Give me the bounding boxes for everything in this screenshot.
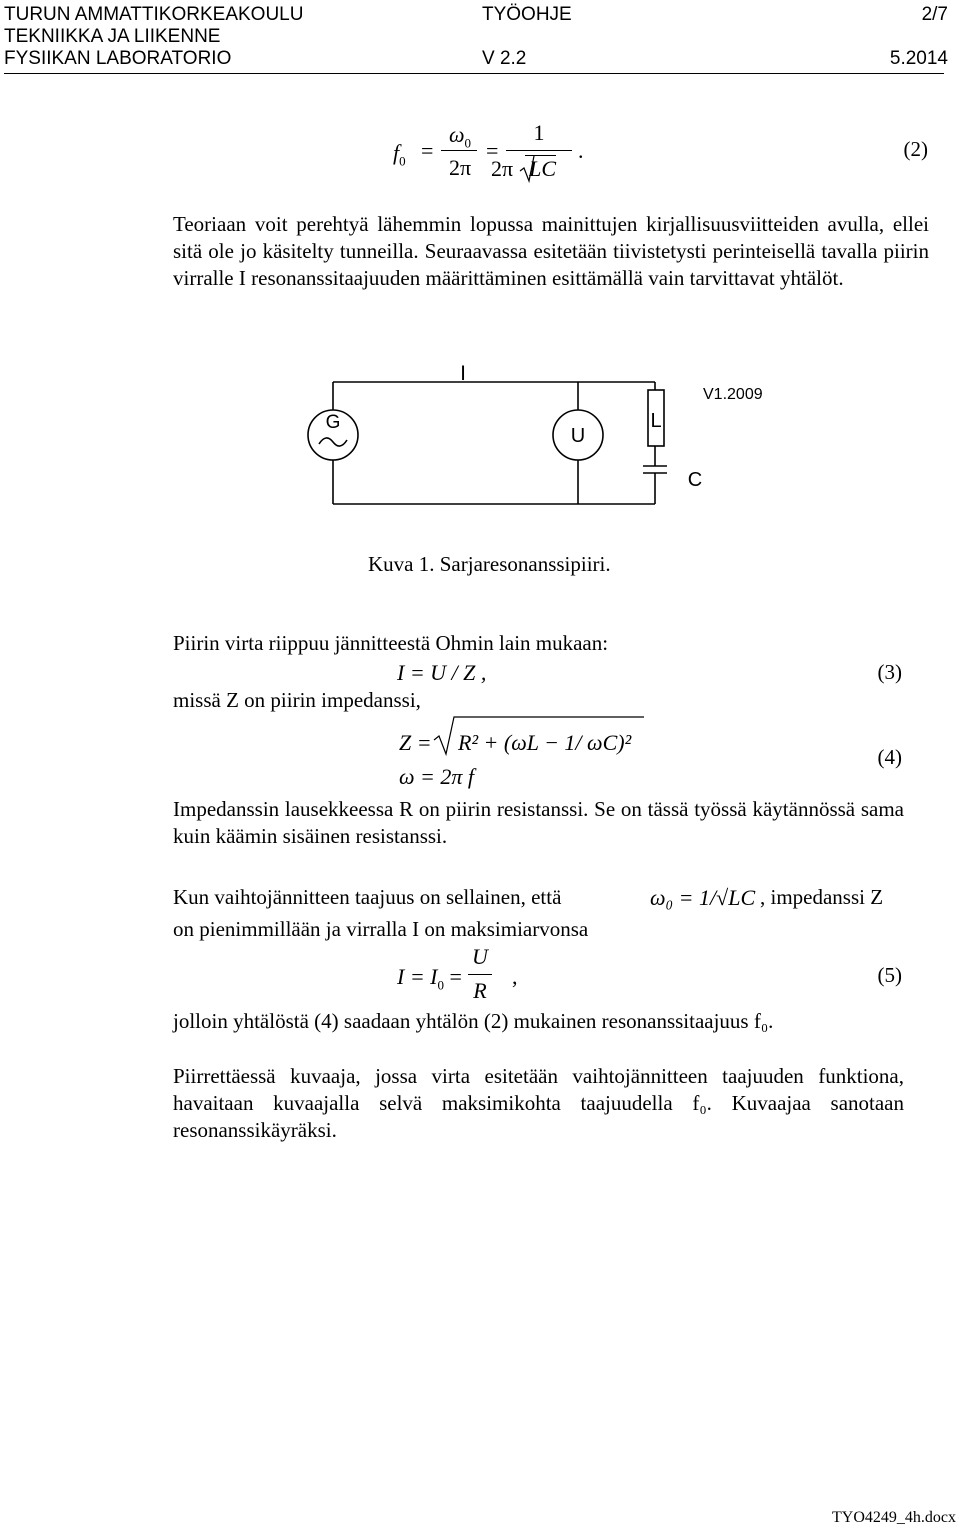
eq2-period: .: [578, 138, 584, 163]
eq3-formula: I = U / Z ,: [397, 660, 487, 685]
series-resonance-circuit: [300, 362, 820, 520]
generator-label: G: [325, 412, 341, 433]
footer-filename: TYO4249_4h.docx: [832, 1509, 956, 1526]
resonance-frequency-text: jolloin yhtälöstä (4) saadaan yhtälön (2) mukainen resonanssitaajuus f₀.: [173, 1009, 774, 1033]
document-type: TYÖOHJE: [482, 4, 572, 25]
eq2-number: (2): [903, 137, 928, 161]
eq2-frac2-bar: [506, 150, 572, 151]
voltmeter-label: U: [570, 425, 586, 447]
eq2-frac1-numerator: $\omega_0$: [448, 122, 472, 151]
eq2-lhs: $f_0$: [393, 140, 406, 169]
figure-caption: Kuva 1. Sarjaresonanssipiiri.: [368, 552, 611, 576]
eq4-radicand: R² + (ωL − 1/ ωC)²: [458, 730, 632, 755]
eq2-root-sign: [518, 155, 536, 183]
eq5-denominator: R: [473, 978, 487, 1003]
eq2-equals-2: =: [486, 138, 499, 163]
school-name: TURUN AMMATTIKORKEAKOULU: [4, 4, 304, 25]
paragraph-resonance-curve: Piirrettäessä kuvaaja, jossa virta esitetään vaihtojännitteen taajuuden funktiona, havaitaan kuvaajalla selvä maksimikohta taajuudella f₀. Kuvaajaa sanotaan resonanssikäyräksi.: [173, 1064, 904, 1142]
sine-wave-icon: [319, 438, 347, 446]
eq2-frac2-denominator: 2π LC: [491, 156, 557, 181]
circuit-version-tag: V1.2009: [703, 386, 763, 403]
eq2-frac2-numerator: 1: [533, 120, 545, 145]
eq3-number: (3): [877, 660, 902, 684]
eq4-number: (4): [877, 745, 902, 769]
paragraph-theory: Teoriaan voit perehtyä lähemmin lopussa mainittujen kirjallisuusviitteiden avulla, ellei sitä ole jo käsitelty tunneilla. Seuraavassa esitetään tiivistetysti perinteisellä tavalla piirin virralle I resonanssitaajuuden määrittäminen esittämällä vain tarvittavat yhtälöt.: [173, 212, 929, 290]
eq4-lhs: Z =: [399, 730, 432, 755]
document-version: V 2.2: [482, 48, 527, 69]
eq4-omega-definition: ω = 2π f: [399, 764, 475, 789]
department-name: TEKNIIKKA JA LIIKENNE: [4, 26, 221, 47]
ohms-law-intro: Piirin virta riippuu jännitteestä Ohmin lain mukaan:: [173, 631, 609, 655]
max-current-text: on pienimmillään ja virralla I on maksimiarvonsa: [173, 917, 589, 941]
eq5-fraction-bar: [468, 974, 492, 975]
eq2-frac1-bar: [441, 150, 477, 151]
header-rule: [4, 73, 944, 74]
impedance-intro: missä Z on piirin impedanssi,: [173, 688, 421, 712]
eq5-lhs: $I = I_0$ =: [397, 964, 462, 993]
current-label: I: [460, 362, 466, 385]
document-date: 5.2014: [889, 48, 948, 69]
resonance-condition-tail: , impedanssi Z: [760, 885, 884, 909]
inductor-label: L: [650, 410, 662, 432]
capacitor-label: C: [687, 469, 703, 491]
eq5-numerator: U: [472, 944, 488, 969]
page-number: 2/7: [921, 4, 948, 25]
resonance-condition-text: Kun vaihtojännitteen taajuus on sellainen, että: [173, 885, 562, 909]
laboratory-name: FYSIIKAN LABORATORIO: [4, 48, 232, 69]
eq2-frac1-denominator: 2π: [448, 155, 472, 180]
eq2-equals-1: =: [421, 138, 434, 163]
resonance-condition-formula: ω₀ = 1/√LC: [650, 885, 756, 910]
eq5-number: (5): [877, 963, 902, 987]
paragraph-resistance: Impedanssin lausekkeessa R on piirin resistanssi. Se on tässä työssä käytännössä sama kuin käämin sisäinen resistanssi.: [173, 797, 904, 848]
eq5-comma: ,: [512, 964, 518, 989]
